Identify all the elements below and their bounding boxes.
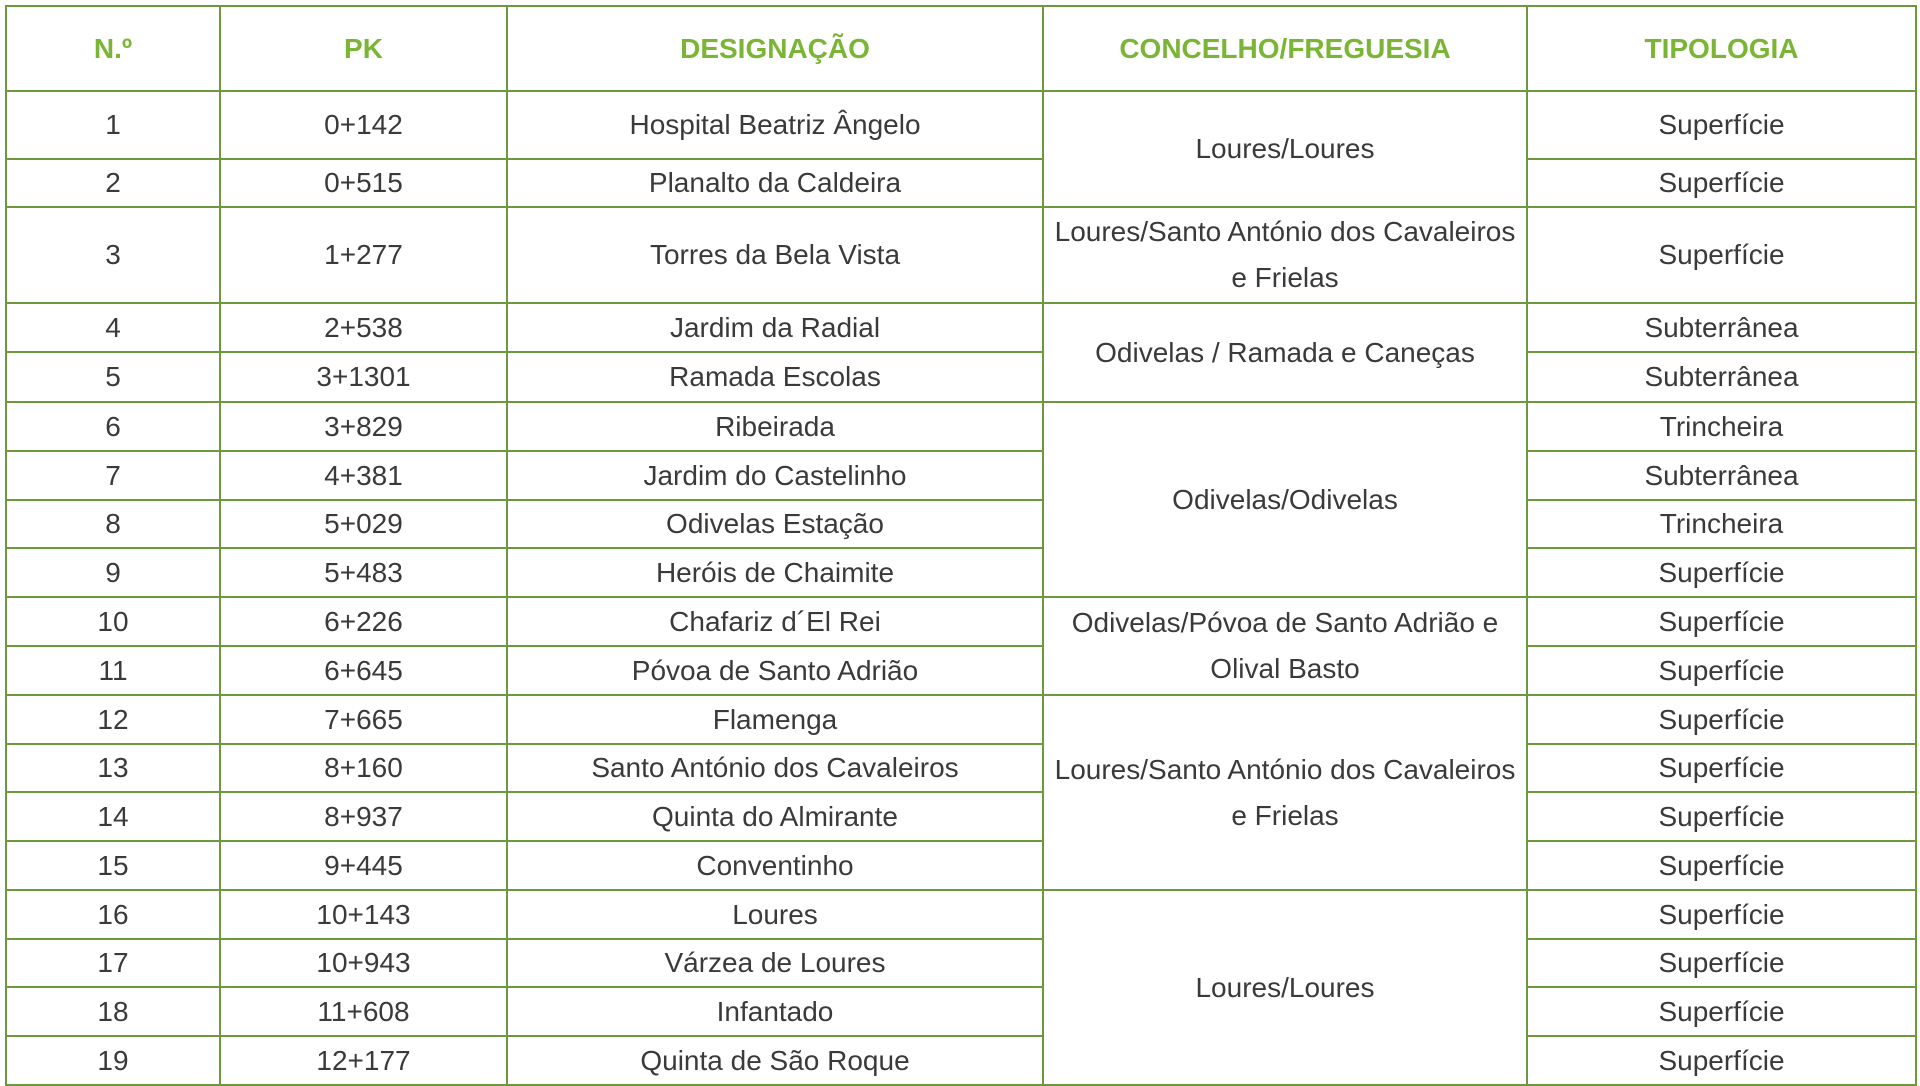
cell-tipologia: Superfície bbox=[1527, 597, 1916, 646]
table-row bbox=[6, 744, 1916, 792]
header-pk: PK bbox=[220, 6, 507, 91]
cell-designacao: Loures bbox=[507, 890, 1043, 939]
cell-tipologia: Subterrânea bbox=[1527, 451, 1916, 500]
cell-numero: 13 bbox=[6, 744, 220, 792]
table-body bbox=[6, 91, 1916, 1085]
cell-designacao: Ramada Escolas bbox=[507, 352, 1043, 402]
cell-concelho: Loures/Santo António dos Cavaleiros e Frielas bbox=[1043, 207, 1527, 303]
cell-designacao: Hospital Beatriz Ângelo bbox=[507, 91, 1043, 159]
cell-numero: 17 bbox=[6, 939, 220, 987]
cell-numero: 11 bbox=[6, 646, 220, 695]
cell-designacao: Jardim da Radial bbox=[507, 303, 1043, 352]
cell-tipologia: Superfície bbox=[1527, 744, 1916, 792]
table-row bbox=[6, 159, 1916, 207]
table-row bbox=[6, 939, 1916, 987]
table-row bbox=[6, 841, 1916, 890]
cell-numero: 10 bbox=[6, 597, 220, 646]
cell-designacao: Chafariz d´El Rei bbox=[507, 597, 1043, 646]
cell-pk: 8+160 bbox=[220, 744, 507, 792]
cell-pk: 4+381 bbox=[220, 451, 507, 500]
cell-tipologia: Subterrânea bbox=[1527, 352, 1916, 402]
cell-numero: 1 bbox=[6, 91, 220, 159]
cell-designacao: Odivelas Estação bbox=[507, 500, 1043, 548]
cell-numero: 6 bbox=[6, 402, 220, 451]
cell-numero: 2 bbox=[6, 159, 220, 207]
cell-pk: 9+445 bbox=[220, 841, 507, 890]
cell-designacao: Infantado bbox=[507, 987, 1043, 1036]
cell-designacao: Conventinho bbox=[507, 841, 1043, 890]
cell-concelho: Loures/Loures bbox=[1043, 890, 1527, 1085]
cell-concelho: Loures/Loures bbox=[1043, 91, 1527, 207]
cell-designacao: Jardim do Castelinho bbox=[507, 451, 1043, 500]
table-row bbox=[6, 695, 1916, 744]
cell-tipologia: Superfície bbox=[1527, 159, 1916, 207]
table-row bbox=[6, 303, 1916, 352]
cell-pk: 3+829 bbox=[220, 402, 507, 451]
stations-table bbox=[5, 5, 1917, 1086]
cell-numero: 14 bbox=[6, 792, 220, 841]
cell-concelho: Odivelas/Póvoa de Santo Adrião e Olival Basto bbox=[1043, 597, 1527, 695]
cell-designacao: Várzea de Loures bbox=[507, 939, 1043, 987]
cell-pk: 0+142 bbox=[220, 91, 507, 159]
cell-designacao: Heróis de Chaimite bbox=[507, 548, 1043, 597]
cell-pk: 12+177 bbox=[220, 1036, 507, 1085]
table-row bbox=[6, 500, 1916, 548]
cell-concelho: Odivelas/Odivelas bbox=[1043, 402, 1527, 597]
table-row bbox=[6, 451, 1916, 500]
header-concelho: CONCELHO/FREGUESIA bbox=[1043, 6, 1527, 91]
table-row bbox=[6, 207, 1916, 303]
table-row bbox=[6, 402, 1916, 451]
cell-concelho: Loures/Santo António dos Cavaleiros e Frielas bbox=[1043, 695, 1527, 890]
header-numero: N.º bbox=[6, 6, 220, 91]
cell-numero: 5 bbox=[6, 352, 220, 402]
cell-numero: 19 bbox=[6, 1036, 220, 1085]
table-row bbox=[6, 352, 1916, 402]
table-row bbox=[6, 890, 1916, 939]
header-tipologia: TIPOLOGIA bbox=[1527, 6, 1916, 91]
cell-numero: 8 bbox=[6, 500, 220, 548]
cell-designacao: Santo António dos Cavaleiros bbox=[507, 744, 1043, 792]
cell-numero: 12 bbox=[6, 695, 220, 744]
cell-pk: 2+538 bbox=[220, 303, 507, 352]
cell-numero: 3 bbox=[6, 207, 220, 303]
cell-numero: 7 bbox=[6, 451, 220, 500]
table-row bbox=[6, 987, 1916, 1036]
cell-designacao: Quinta do Almirante bbox=[507, 792, 1043, 841]
cell-designacao: Póvoa de Santo Adrião bbox=[507, 646, 1043, 695]
cell-numero: 16 bbox=[6, 890, 220, 939]
cell-tipologia: Subterrânea bbox=[1527, 303, 1916, 352]
cell-tipologia: Trincheira bbox=[1527, 500, 1916, 548]
cell-designacao: Ribeirada bbox=[507, 402, 1043, 451]
cell-tipologia: Superfície bbox=[1527, 646, 1916, 695]
cell-pk: 6+226 bbox=[220, 597, 507, 646]
cell-pk: 5+483 bbox=[220, 548, 507, 597]
table-row bbox=[6, 1036, 1916, 1085]
cell-designacao: Torres da Bela Vista bbox=[507, 207, 1043, 303]
cell-numero: 18 bbox=[6, 987, 220, 1036]
cell-concelho: Odivelas / Ramada e Caneças bbox=[1043, 303, 1527, 402]
cell-tipologia: Trincheira bbox=[1527, 402, 1916, 451]
cell-tipologia: Superfície bbox=[1527, 792, 1916, 841]
cell-tipologia: Superfície bbox=[1527, 207, 1916, 303]
cell-tipologia: Superfície bbox=[1527, 548, 1916, 597]
cell-pk: 10+943 bbox=[220, 939, 507, 987]
table-row bbox=[6, 597, 1916, 646]
cell-pk: 10+143 bbox=[220, 890, 507, 939]
cell-numero: 15 bbox=[6, 841, 220, 890]
cell-pk: 1+277 bbox=[220, 207, 507, 303]
table-row bbox=[6, 91, 1916, 159]
cell-pk: 5+029 bbox=[220, 500, 507, 548]
cell-tipologia: Superfície bbox=[1527, 695, 1916, 744]
table-row bbox=[6, 548, 1916, 597]
cell-numero: 4 bbox=[6, 303, 220, 352]
cell-designacao: Planalto da Caldeira bbox=[507, 159, 1043, 207]
table-row bbox=[6, 646, 1916, 695]
cell-tipologia: Superfície bbox=[1527, 841, 1916, 890]
header-row bbox=[6, 6, 1916, 91]
cell-designacao: Quinta de São Roque bbox=[507, 1036, 1043, 1085]
cell-pk: 8+937 bbox=[220, 792, 507, 841]
cell-pk: 6+645 bbox=[220, 646, 507, 695]
cell-pk: 7+665 bbox=[220, 695, 507, 744]
cell-designacao: Flamenga bbox=[507, 695, 1043, 744]
cell-tipologia: Superfície bbox=[1527, 987, 1916, 1036]
cell-tipologia: Superfície bbox=[1527, 939, 1916, 987]
cell-pk: 3+1301 bbox=[220, 352, 507, 402]
table-row bbox=[6, 792, 1916, 841]
cell-tipologia: Superfície bbox=[1527, 91, 1916, 159]
cell-pk: 11+608 bbox=[220, 987, 507, 1036]
cell-tipologia: Superfície bbox=[1527, 890, 1916, 939]
cell-numero: 9 bbox=[6, 548, 220, 597]
cell-tipologia: Superfície bbox=[1527, 1036, 1916, 1085]
header-designacao: DESIGNAÇÃO bbox=[507, 6, 1043, 91]
cell-pk: 0+515 bbox=[220, 159, 507, 207]
